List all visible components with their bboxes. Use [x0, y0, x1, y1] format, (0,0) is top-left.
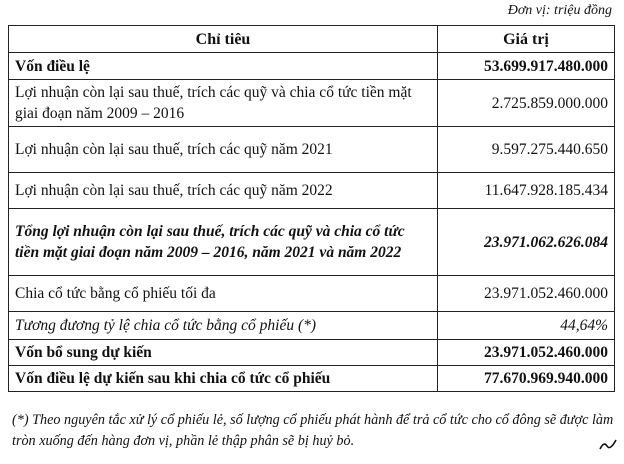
- handwritten-mark-icon: [598, 438, 618, 452]
- row-value: 23.971.052.460.000: [438, 276, 615, 312]
- table-row: [9, 340, 615, 366]
- row-value: 11.647.928.185.434: [438, 173, 615, 209]
- table-row: [9, 209, 615, 276]
- row-label: Lợi nhuận còn lại sau thuế, trích các quỹ và chia cổ tức tiền mặt giai đoạn năm 2009 – 2016: [9, 80, 438, 127]
- table-row: [9, 127, 615, 173]
- row-value: 23.971.052.460.000: [438, 340, 615, 366]
- row-label: Vốn điều lệ: [9, 53, 438, 80]
- table-row: [9, 276, 615, 312]
- footnote: (*) Theo nguyên tắc xử lý cổ phiếu lẻ, số lượng cổ phiếu phát hành để trả cổ tức cho cổ đông sẽ được làm tròn xuống đến hàng đơn vị, phần lẻ thập phân sẽ bị huỷ bỏ.: [12, 412, 614, 449]
- row-value: 53.699.917.480.000: [438, 53, 615, 80]
- unit-label: Đơn vị: triệu đồng: [507, 3, 612, 18]
- row-label: Vốn bổ sung dự kiến: [9, 340, 438, 366]
- row-label: Tương đương tỷ lệ chia cổ tức bằng cổ phiếu (*): [9, 312, 438, 340]
- table-row: [9, 366, 615, 392]
- header-value: Giá trị: [438, 26, 615, 53]
- row-label: Lợi nhuận còn lại sau thuế, trích các quỹ năm 2022: [9, 173, 438, 209]
- table-row: [9, 312, 615, 340]
- row-value: 2.725.859.000.000: [438, 80, 615, 127]
- row-value: 44,64%: [438, 312, 615, 340]
- row-value: 23.971.062.626.084: [438, 209, 615, 276]
- header-item: Chỉ tiêu: [9, 26, 438, 53]
- table-row: [9, 53, 615, 80]
- row-label: Vốn điều lệ dự kiến sau khi chia cổ tức cổ phiếu: [9, 366, 438, 392]
- table-header: [9, 26, 615, 53]
- table-row: [9, 80, 615, 127]
- row-label: Lợi nhuận còn lại sau thuế, trích các quỹ năm 2021: [9, 127, 438, 173]
- financial-table: [8, 25, 615, 392]
- row-label: Chia cổ tức bằng cổ phiếu tối đa: [9, 276, 438, 312]
- row-value: 77.670.969.940.000: [438, 366, 615, 392]
- row-label: Tổng lợi nhuận còn lại sau thuế, trích các quỹ và chia cổ tức tiền mặt giai đoạn năm 2009 – 2016, năm 2021 và năm 2022: [9, 209, 438, 276]
- row-value: 9.597.275.440.650: [438, 127, 615, 173]
- table-row: [9, 173, 615, 209]
